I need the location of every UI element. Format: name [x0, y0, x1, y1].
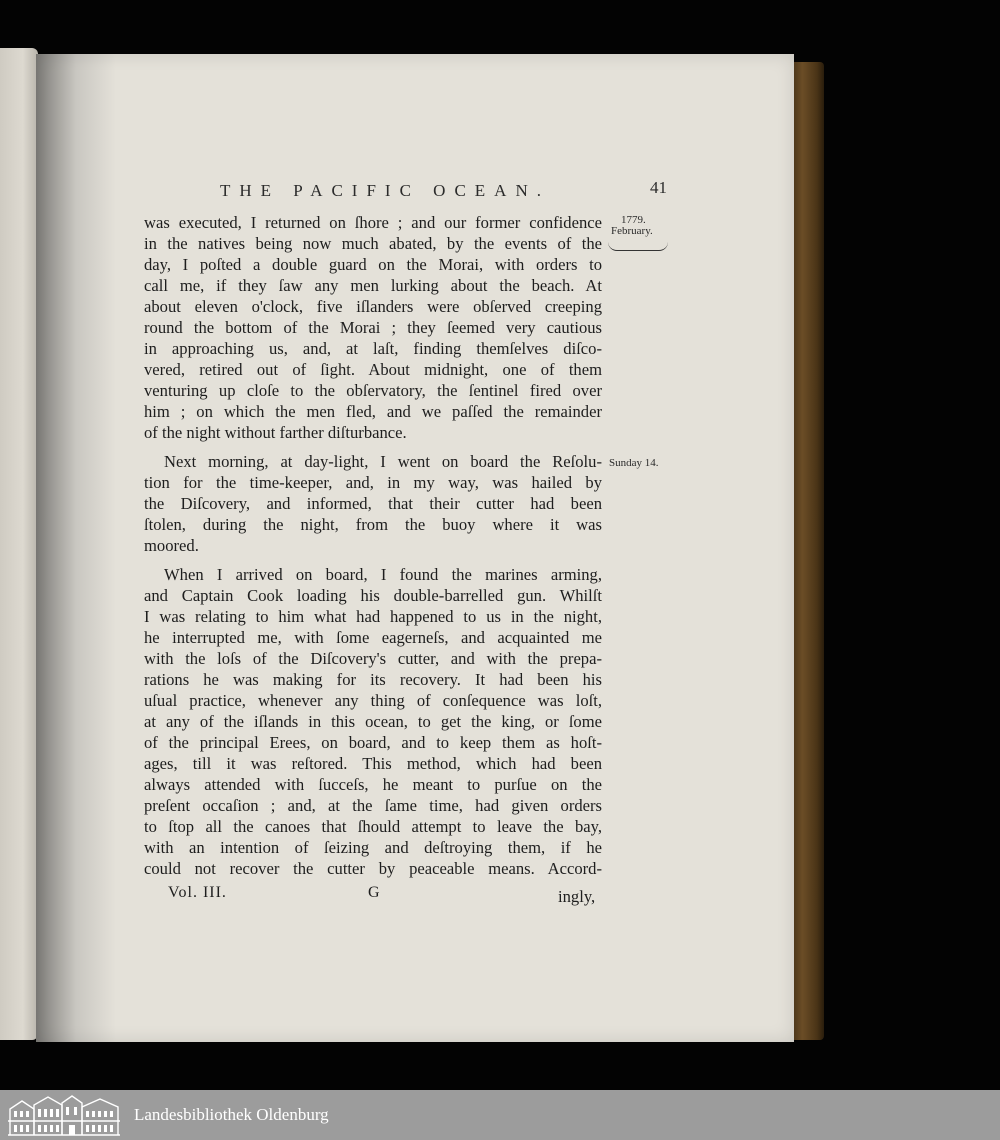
page-number: 41 — [650, 178, 667, 197]
text-line: could not recover the cutter by peaceable means. Accord- — [144, 859, 602, 878]
text-line: was executed, I returned on ſhore ; and our former confidence — [144, 213, 602, 232]
text-line: ages, till it was reſtored. This method, which had been — [144, 754, 602, 773]
text-line: and Captain Cook loading his double-barrelled gun. Whilſt — [144, 586, 602, 605]
text-line: the Diſcovery, and informed, that their cutter had been — [144, 494, 602, 513]
library-footer-bar — [0, 1090, 1000, 1140]
text-line: him ; on which the men fled, and we paſſed the remainder — [144, 402, 602, 421]
text-line: When I arrived on board, I found the marines arming, — [164, 565, 602, 584]
library-name: Landesbibliothek Oldenburg — [134, 1105, 329, 1124]
book-page — [36, 54, 794, 1042]
text-line: rations he was making for its recovery. It had been his — [144, 670, 602, 689]
text-line: I was relating to him what had happened to us in the night, — [144, 607, 602, 626]
margin-month: February. — [611, 225, 653, 237]
signature-mark: G — [368, 884, 380, 901]
text-line: always attended with ſucceſs, he meant to purſue on the — [144, 775, 602, 794]
catchword: ingly, — [558, 887, 596, 906]
text-line: round the bottom of the Morai ; they ſeemed very cautious — [144, 318, 602, 337]
text-line: in approaching us, and, at laſt, finding themſelves diſco- — [144, 339, 602, 358]
text-line: about eleven o'clock, five iſlanders were obſerved creeping — [144, 297, 602, 316]
text-line: vered, retired out of ſight. About midnight, one of them — [144, 360, 602, 379]
text-line: tion for the time-keeper, and, in my way, was hailed by — [144, 473, 602, 492]
paragraph-2 — [144, 451, 602, 556]
text-line: ſtolen, during the night, from the buoy where it was — [144, 515, 602, 534]
margin-date: Sunday 14. — [609, 457, 659, 469]
running-head: THE PACIFIC OCEAN. — [220, 181, 550, 200]
text-line: Next morning, at day-light, I went on board the Reſolu- — [164, 452, 602, 471]
text-line: with the loſs of the Diſcovery's cutter, and with the prepa- — [144, 649, 602, 668]
text-line: call me, if they ſaw any men lurking about the beach. At — [144, 276, 602, 295]
library-building-icon — [8, 1093, 122, 1137]
text-line: he interrupted me, with ſome eagerneſs, and acquainted me — [144, 628, 602, 647]
text-line: at any of the iſlands in this ocean, to get the king, or ſome — [144, 712, 602, 731]
paragraph-3 — [144, 564, 602, 879]
text-line: venturing up cloſe to the obſervatory, the ſentinel fired over — [144, 381, 602, 400]
text-line: in the natives being now much abated, by the events of the — [144, 234, 602, 253]
margin-brace — [608, 242, 668, 251]
volume-mark: Vol. III. — [168, 884, 227, 901]
text-line: of the principal Erees, on board, and to keep them as hoſt- — [144, 733, 602, 752]
text-line: of the night without farther diſturbance. — [144, 423, 407, 442]
margin-year: 1779. — [621, 214, 646, 226]
body-text — [144, 212, 602, 879]
text-line: preſent occaſion ; and, at the ſame time, had given orders — [144, 796, 602, 815]
facing-page-edge — [0, 48, 38, 1040]
text-line: uſual practice, whenever any thing of conſequence was loſt, — [144, 691, 602, 710]
text-line: moored. — [144, 536, 199, 555]
text-line: day, I poſted a double guard on the Morai, with orders to — [144, 255, 602, 274]
text-line: to ſtop all the canoes that ſhould attempt to leave the bay, — [144, 817, 602, 836]
gutter-shadow — [36, 54, 116, 1042]
text-line: with an intention of ſeizing and deſtroying them, if he — [144, 838, 602, 857]
paragraph-1 — [144, 212, 602, 443]
